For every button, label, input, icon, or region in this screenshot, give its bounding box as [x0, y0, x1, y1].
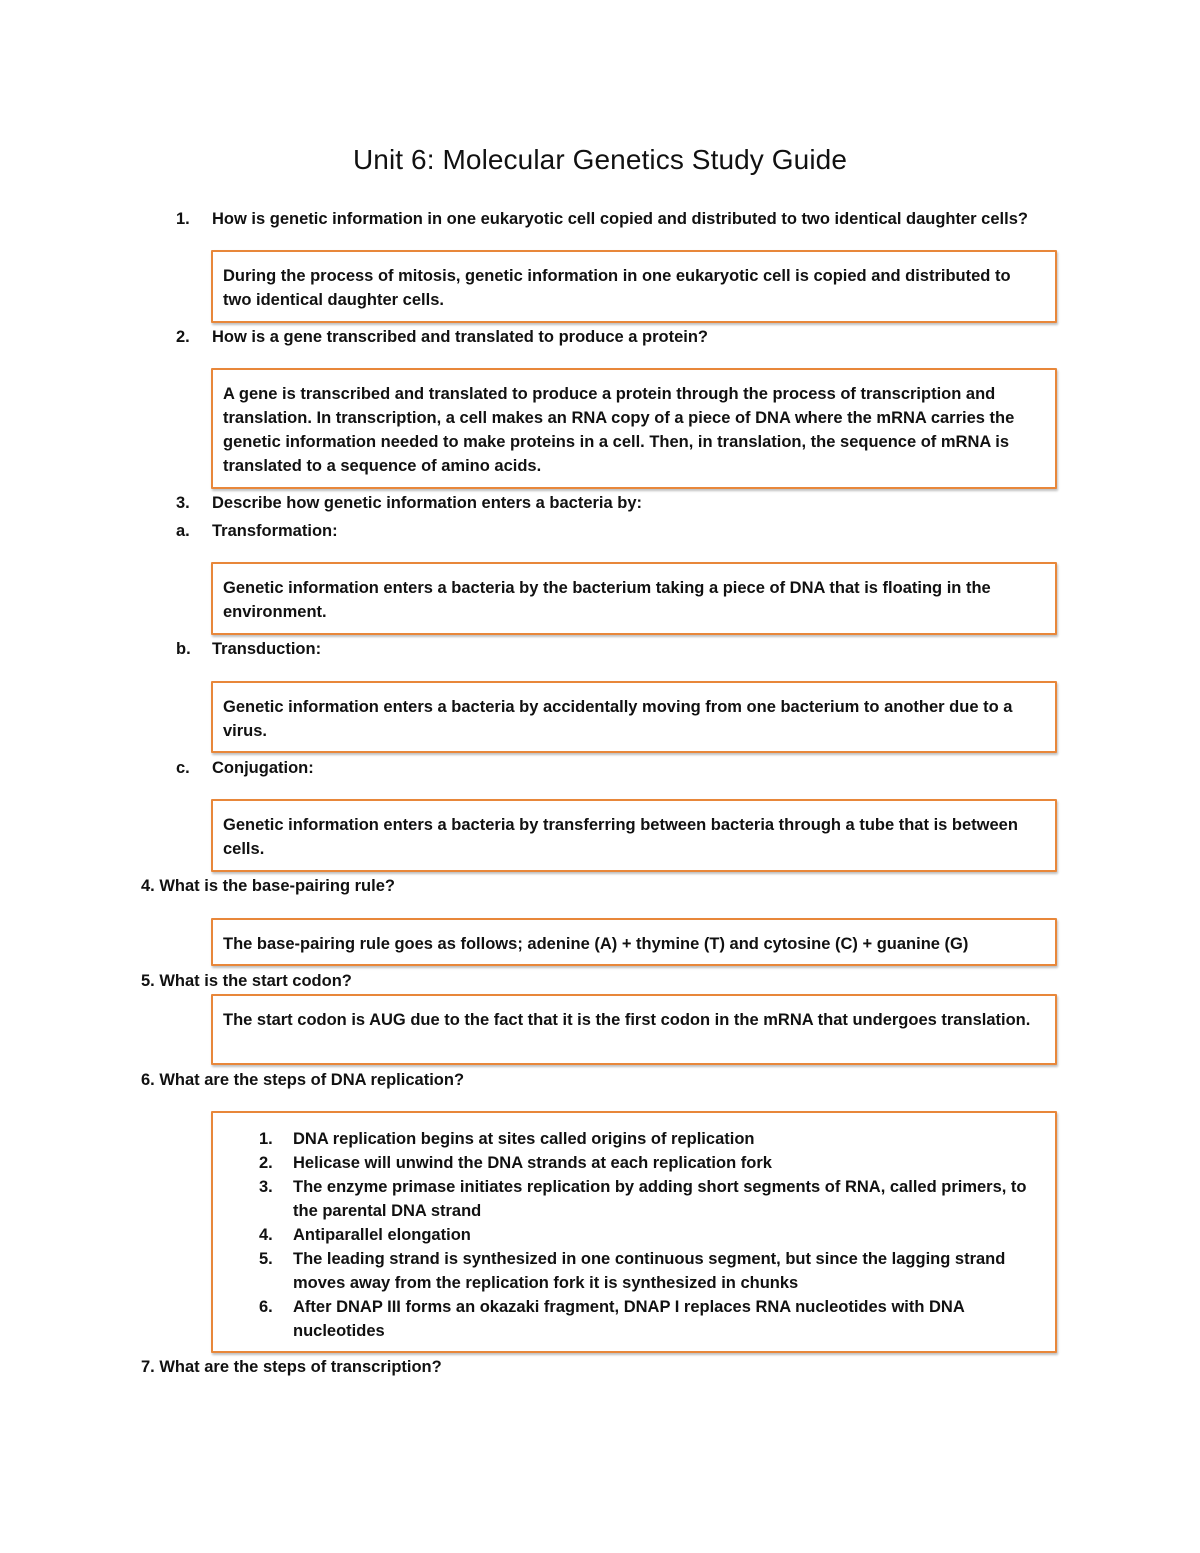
replication-step — [213, 1295, 1043, 1343]
question-1-text: How is genetic information in one eukaryotic cell copied and distributed to two identical daughter cells? — [212, 210, 1028, 228]
step-number: 5. — [259, 1250, 273, 1268]
step-text: After DNAP III forms an okazaki fragment, DNAP I replaces RNA nucleotides with DNA nucleotides — [293, 1298, 965, 1340]
answer-3a-text: Genetic information enters a bacteria by the bacterium taking a piece of DNA that is floating in the environment. — [223, 579, 991, 621]
step-text: DNA replication begins at sites called origins of replication — [293, 1130, 755, 1148]
replication-step — [213, 1127, 1043, 1151]
question-3b-label: Transduction: — [212, 640, 322, 658]
answer-3c-text: Genetic information enters a bacteria by transferring between bacteria through a tube that is between cells. — [223, 816, 1018, 858]
question-7-text: 7. What are the steps of transcription? — [141, 1358, 442, 1376]
answer-box-1 — [211, 250, 1057, 323]
answer-box-3b — [211, 681, 1057, 753]
question-3-number: 3. — [176, 494, 190, 512]
question-6-text: 6. What are the steps of DNA replication? — [141, 1071, 465, 1089]
replication-step — [213, 1151, 1043, 1175]
step-number: 3. — [259, 1178, 273, 1196]
page-title: Unit 6: Molecular Genetics Study Guide — [352, 144, 848, 175]
step-number: 2. — [259, 1154, 273, 1172]
step-text: Helicase will unwind the DNA strands at each replication fork — [293, 1154, 772, 1172]
answer-box-3c — [211, 799, 1057, 872]
answer-box-3a — [211, 562, 1057, 635]
question-1-number: 1. — [176, 210, 190, 228]
step-text: Antiparallel elongation — [293, 1226, 471, 1244]
replication-steps-list — [213, 1127, 1043, 1343]
question-2-number: 2. — [176, 328, 190, 346]
step-number: 4. — [259, 1226, 273, 1244]
question-3b-letter: b. — [176, 640, 191, 658]
step-number: 6. — [259, 1298, 273, 1316]
question-3-text: Describe how genetic information enters a bacteria by: — [212, 494, 643, 512]
answer-box-2 — [211, 368, 1057, 489]
question-3c-label: Conjugation: — [212, 759, 314, 777]
answer-box-5 — [211, 994, 1057, 1065]
question-5-text: 5. What is the start codon? — [141, 972, 352, 990]
replication-step — [213, 1175, 1043, 1223]
question-3a-label: Transformation: — [212, 522, 338, 540]
step-text: The leading strand is synthesized in one continuous segment, but since the lagging strand moves away from the replication fork it is synthesized in chunks — [293, 1250, 1006, 1292]
replication-step — [213, 1223, 1043, 1247]
answer-2-text: A gene is transcribed and translated to produce a protein through the process of transcription and translation. In transcription, a cell makes an RNA copy of a piece of DNA where the mRNA carries the genetic information needed to make proteins in a cell. Then, in translation, the sequence of mRNA is translated to a sequence of amino acids. — [223, 385, 1015, 475]
answer-5-text: The start codon is AUG due to the fact that it is the first codon in the mRNA that undergoes translation. — [223, 1011, 1031, 1029]
answer-1-text: During the process of mitosis, genetic information in one eukaryotic cell is copied and distributed to two identical daughter cells. — [223, 267, 1011, 309]
question-2-text: How is a gene transcribed and translated to produce a protein? — [212, 328, 709, 346]
step-number: 1. — [259, 1130, 273, 1148]
step-text: The enzyme primase initiates replication by adding short segments of RNA, called primers, to the parental DNA strand — [293, 1178, 1027, 1220]
answer-box-6 — [211, 1111, 1057, 1353]
replication-step — [213, 1247, 1043, 1295]
question-3a-letter: a. — [176, 522, 190, 540]
answer-box-4 — [211, 918, 1057, 966]
answer-3b-text: Genetic information enters a bacteria by accidentally moving from one bacterium to another due to a virus. — [223, 698, 1013, 740]
question-4-text: 4. What is the base-pairing rule? — [141, 877, 395, 895]
question-3c-letter: c. — [176, 759, 190, 777]
answer-4-text: The base-pairing rule goes as follows; adenine (A) + thymine (T) and cytosine (C) + guanine (G) — [223, 935, 969, 953]
